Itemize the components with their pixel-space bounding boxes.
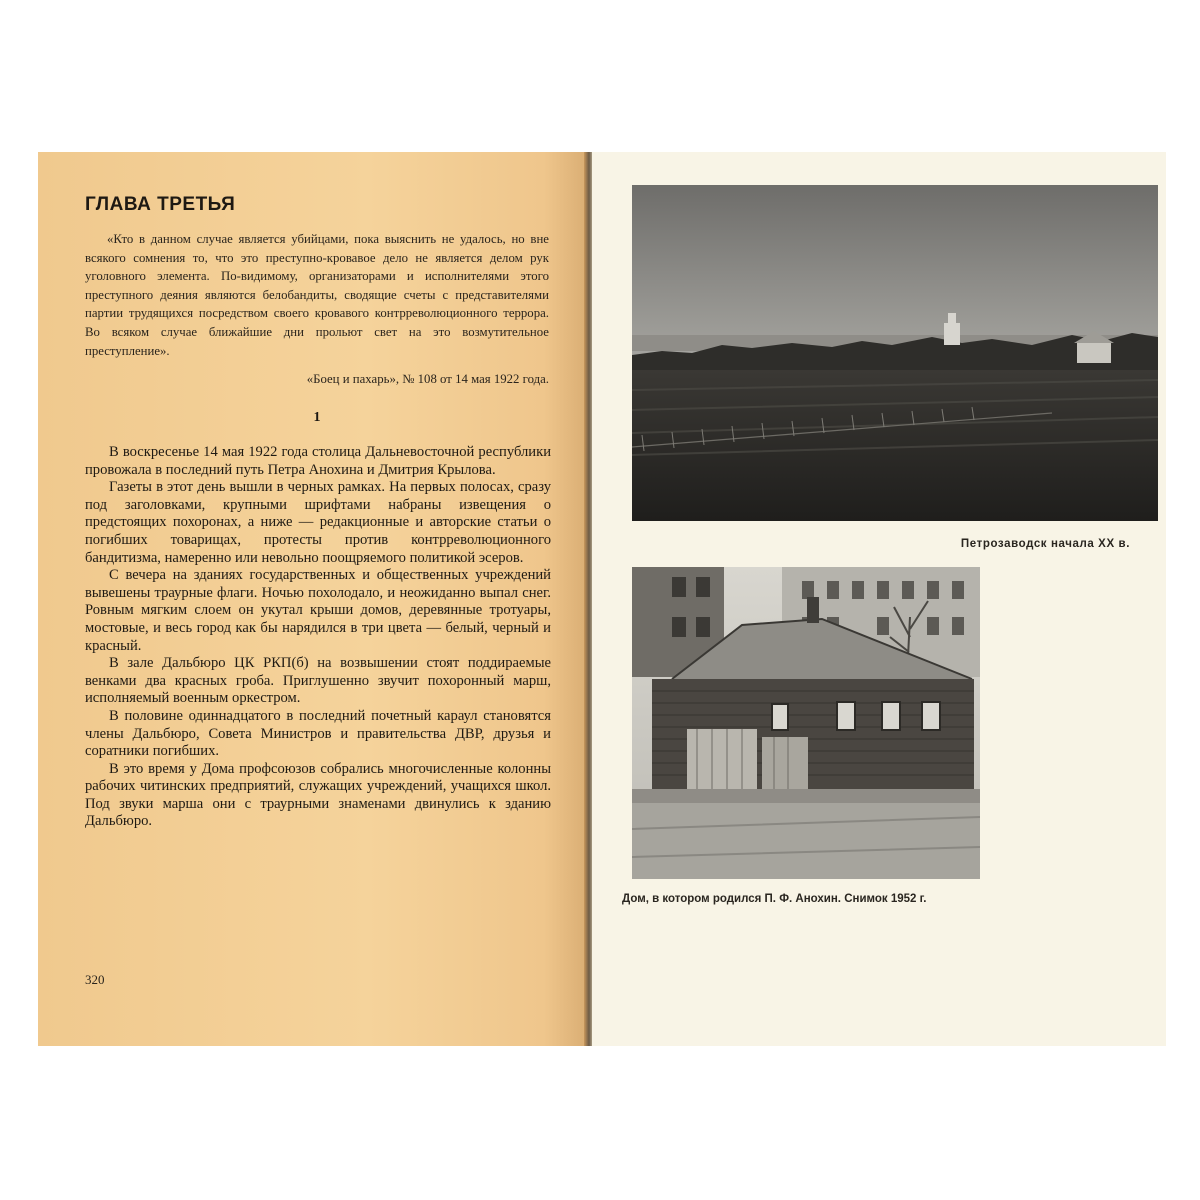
- book-spread: [38, 152, 1166, 1046]
- epigraph: «Кто в данном случае является убийцами, пока выяснить не удалось, но вне всякого сомнения то, что это преступно-кровавое дело не является делом рук уголовного элемента. По-видимому, организаторами и исполнителями этого преступного деяния являются белобандиты, сводящие счеты с представителями партии трудящихся посредством своего кровавого контрреволюционного террора. Во всяком случае ближайшие дни прольют свет на это возмутительное преступление».: [85, 232, 549, 358]
- paragraph: В половине одиннадцатого в последний почетный караул становятся члены Дальбюро, Совета Министров и правительства ДВР, друзья и соратники погибших.: [85, 707, 551, 760]
- photo-anokhin-house: [632, 567, 980, 879]
- town-panorama-image: [632, 185, 1158, 521]
- paragraph: В это время у Дома профсоюзов собрались многочисленные колонны рабочих читинских предприятий, служащих учреждений, учащихся школ. Под звуки марша они с траурными знаменами двинулись к зданию Дальбюро.: [85, 760, 551, 830]
- paragraph: В зале Дальбюро ЦК РКП(б) на возвышении стоят поддираемые венками два красных гроба. Приглушенно звучит похоронный марш, исполняемый военным оркестром.: [85, 655, 551, 707]
- chapter-title: ГЛАВА ТРЕТЬЯ: [85, 194, 236, 215]
- page-number: 320: [85, 972, 105, 987]
- paragraph: Газеты в этот день вышли в черных рамках. На первых полосах, сразу под заголовками, крупными шрифтами набраны извещения о предстоящих похоронах, а ниже — редакционные и авторские статьи о погибших товарищах, протесты против контрреволюционного бандитизма, намеренно или невольно поощряемого политикой эсеров.: [85, 479, 551, 566]
- epigraph-source: «Боец и пахарь», № 108 от 14 мая 1922 года.: [306, 372, 549, 386]
- house-image: [632, 567, 980, 879]
- photo-town-panorama: [632, 185, 1158, 521]
- photo1-caption: Петрозаводск начала XX в.: [960, 538, 1130, 550]
- right-page: [592, 152, 1166, 1046]
- paragraph: В воскресенье 14 мая 1922 года столица Дальневосточной республики провожала в последний путь Петра Анохина и Дмитрия Крылова.: [85, 444, 551, 478]
- paragraph: С вечера на зданиях государственных и общественных учреждений вывешены траурные флаги. Ночью похолодало, и неожиданно выпал снег. Ровным мягким слоем он укутал крыши домов, деревянные тротуары, мостовые, и весь город как бы нарядился в три цвета — белый, черный и красный.: [85, 567, 551, 654]
- left-page: [38, 152, 588, 1046]
- body-text: [85, 444, 551, 831]
- section-number: 1: [313, 410, 321, 425]
- photo2-caption: Дом, в котором родился П. Ф. Анохин. Снимок 1952 г.: [622, 893, 927, 905]
